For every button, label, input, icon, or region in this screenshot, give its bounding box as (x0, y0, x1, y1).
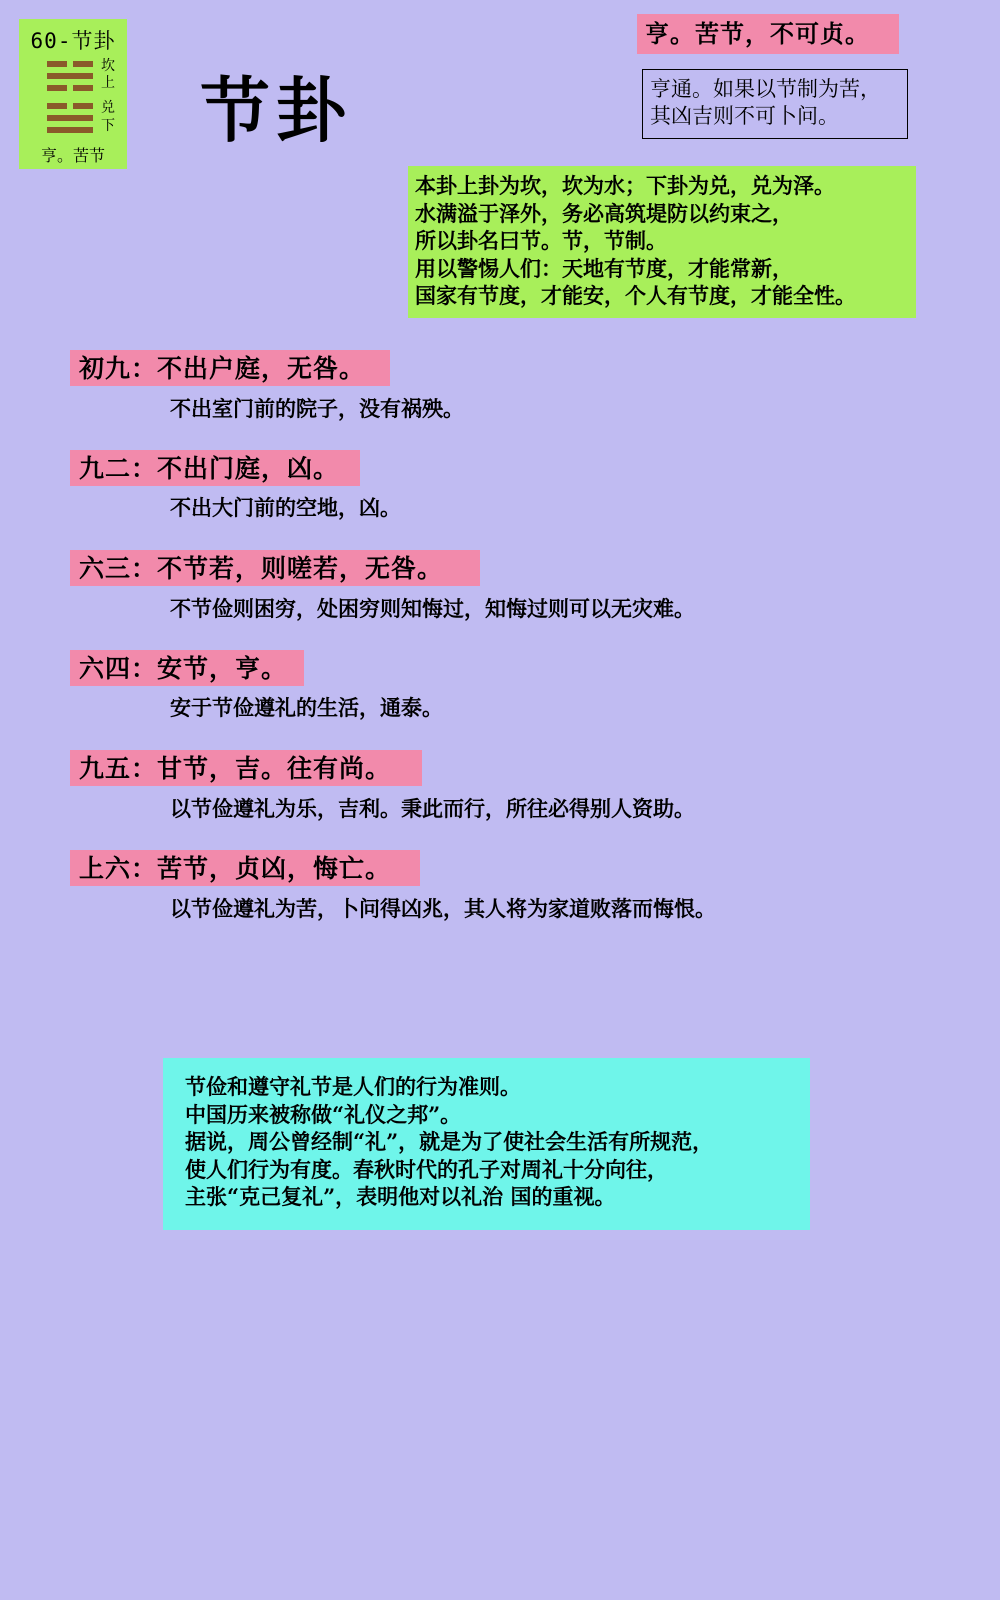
cultural-note (163, 1058, 810, 1230)
hexagram-number-title: 60-节卦 (30, 29, 116, 53)
yao-5-head: 九五：甘节，吉。往有尚。 (70, 750, 422, 786)
yao-3-head: 六三：不节若，则嗟若，无咎。 (70, 550, 480, 586)
hexagram-badge (19, 19, 127, 169)
lower-trigram-label: 兑 (101, 100, 115, 116)
note-line: 据说，周公曾经制“礼”，就是为了使社会生活有所规范， (185, 1129, 714, 1154)
note-line: 使人们行为有度。春秋时代的孔子对周礼十分向往， (185, 1156, 668, 1182)
explanation-line: 所以卦名曰节。节，节制。 (415, 228, 667, 253)
yao-5-desc: 以节俭遵礼为乐，吉利。秉此而行，所往必得别人资助。 (170, 796, 695, 821)
yao-1-head: 初九：不出户庭，无咎。 (70, 350, 390, 386)
yao-6-head: 上六：苦节，贞凶，悔亡。 (70, 850, 420, 886)
judgement-translation-line: 其凶吉则不可卜问。 (650, 104, 839, 128)
yao-2-head: 九二：不出门庭，凶。 (70, 450, 360, 486)
explanation-line: 水满溢于泽外，务必高筑堤防以约束之， (415, 200, 793, 226)
yao-1-desc: 不出室门前的院子，没有祸殃。 (170, 396, 464, 421)
judgement-translation (642, 69, 908, 139)
yao-2-desc: 不出大门前的空地，凶。 (170, 495, 401, 520)
lower-position-label: 下 (101, 118, 115, 134)
upper-position-label: 上 (101, 75, 115, 91)
yao-4-head: 六四：安节，亨。 (70, 650, 304, 686)
explanation-line: 用以警惕人们：天地有节度，才能常新， (415, 255, 793, 281)
note-line: 节俭和遵守礼节是人们的行为准则。 (185, 1074, 521, 1099)
judgement-text: 亨。苦节，不可贞。 (637, 14, 899, 54)
page-title: 节卦 (200, 70, 352, 152)
explanation-line: 本卦上卦为坎，坎为水；下卦为兑，兑为泽。 (415, 173, 835, 198)
yao-6-desc: 以节俭遵礼为苦，卜问得凶兆，其人将为家道败落而悔恨。 (170, 896, 716, 921)
yao-3-desc: 不节俭则困穷，处困穷则知悔过，知悔过则可以无灾难。 (170, 596, 695, 621)
note-line: 主张“克己复礼”，表明他对以礼治 国的重视。 (185, 1184, 616, 1209)
yao-4-desc: 安于节俭遵礼的生活，通泰。 (170, 695, 443, 720)
hexagram-explanation (408, 166, 916, 318)
explanation-line: 国家有节度，才能安，个人有节度，才能全性。 (415, 283, 856, 308)
judgement-translation-line: 亨通。如果以节制为苦， (650, 77, 881, 101)
badge-footer: 亨。苦节 (40, 146, 105, 165)
note-line: 中国历来被称做“礼仪之邦”。 (185, 1101, 462, 1127)
upper-trigram-label: 坎 (101, 58, 115, 74)
